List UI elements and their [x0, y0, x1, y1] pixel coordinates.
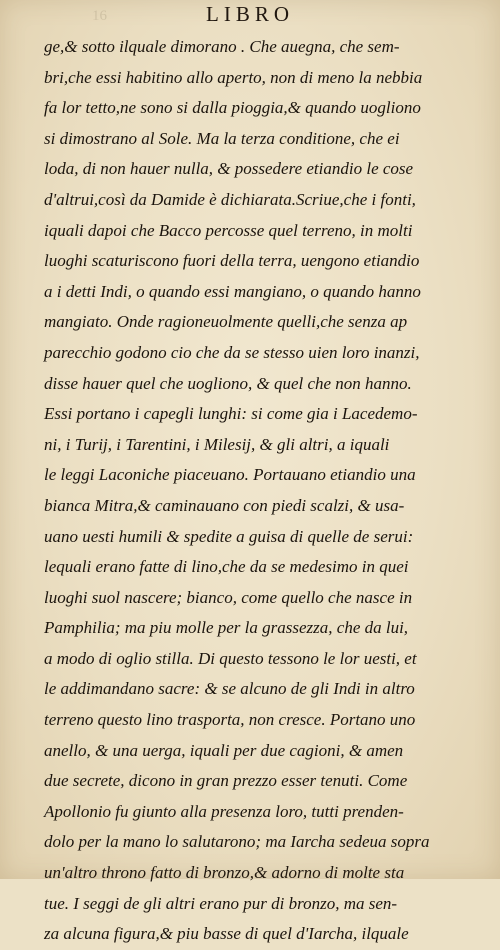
- text-line: za alcuna figura,& piu basse di quel d'Iarcha, ilquale: [44, 924, 409, 944]
- text-line: ge,& sotto ilquale dimorano . Che auegna, che sem-: [44, 37, 400, 56]
- text-line: a i detti Indi, o quando essi mangiano, o quando hanno: [44, 281, 421, 301]
- body-text: [44, 32, 484, 950]
- text-line: mangiato. Onde ragioneuolmente quelli,che senza ap: [44, 312, 408, 332]
- page-header: [0, 2, 500, 32]
- text-line: tue. I seggi de gli altri erano pur di bronzo, ma sen-: [44, 893, 398, 913]
- text-line: ni, i Turij, i Tarentini, i Milesij, & gli altri, a iquali: [44, 434, 390, 454]
- text-line: iquali dapoi che Bacco percosse quel terreno, in molti: [44, 220, 413, 240]
- text-line: due secrete, dicono in gran prezzo esser tenuti. Come: [44, 771, 408, 791]
- text-line: parecchio godono cio che da se stesso uien loro inanzi,: [44, 342, 420, 362]
- text-line: le addimandano sacre: & se alcuno de gli Indi in altro: [44, 679, 415, 699]
- text-line: luoghi scaturiscono fuori della terra, uengono etiandio: [44, 251, 420, 271]
- text-line: a modo di oglio stilla. Di questo tessono le lor uesti, et: [44, 648, 417, 668]
- text-line: luoghi suol nascere; bianco, come quello che nasce in: [44, 587, 413, 607]
- text-line: Apollonio fu giunto alla presenza loro, tutti prenden-: [44, 801, 404, 821]
- running-head: LIBRO: [206, 2, 294, 26]
- text-line: anello, & una uerga, iquali per due cagioni, & amen: [44, 740, 404, 760]
- text-line: dolo per la mano lo salutarono; ma Iarcha sedeua sopra: [44, 832, 430, 852]
- text-line: fa lor tetto,ne sono si dalla pioggia,& quando uogliono: [44, 98, 421, 118]
- text-line: disse hauer quel che uogliono, & quel che non hanno.: [44, 373, 412, 393]
- text-line: Essi portano i capegli lunghi: si come gia i Lacedemo-: [44, 404, 418, 424]
- text-line: lequali erano fatte di lino,che da se medesimo in quei: [44, 557, 409, 577]
- page-number: 16: [92, 8, 107, 24]
- text-line: bianca Mitra,& caminauano con piedi scalzi, & usa-: [44, 495, 405, 515]
- text-line: loda, di non hauer nulla, & possedere etiandio le cose: [44, 159, 414, 179]
- text-line: Pamphilia; ma piu molle per la grassezza, che da lui,: [44, 618, 409, 638]
- text-line: bri,che essi habitino allo aperto, non di meno la nebbia: [44, 67, 423, 87]
- text-line: si dimostrano al Sole. Ma la terza conditione, che ei: [44, 128, 400, 148]
- text-line: le leggi Laconiche piaceuano. Portauano etiandio una: [44, 465, 416, 485]
- text-line: uano uesti humili & spedite a guisa di quelle de serui:: [44, 526, 414, 546]
- text-line: terreno questo lino trasporta, non cresce. Portano uno: [44, 710, 416, 730]
- text-line: d'altrui,così da Damide è dichiarata.Scriue,che i fonti,: [44, 189, 416, 209]
- text-line: un'altro throno fatto di bronzo,& adorno di molte sta: [44, 863, 405, 883]
